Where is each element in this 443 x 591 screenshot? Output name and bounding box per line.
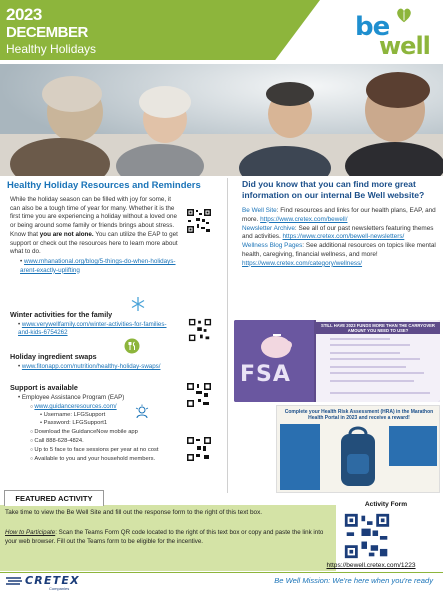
qr-code-icon — [186, 208, 212, 234]
username-item — [40, 411, 170, 419]
newsletter-archive-item — [242, 225, 438, 243]
newsletter-archive-label: Newsletter Archive — [242, 224, 295, 232]
qr-code-icon — [186, 382, 212, 408]
activity-form-qr-code[interactable] — [343, 512, 391, 560]
password-item — [40, 419, 170, 427]
password-text: Password: LFGSupport1 — [43, 420, 108, 426]
newsletter-archive-text: : See all of our past newsletters featuring themes and activities. — [242, 224, 434, 241]
be-well-site-link[interactable]: https://www.cretex.com/bewell/ — [260, 215, 348, 223]
sessions-item: ○ Up to 5 face to face sessions per year at no cost — [30, 447, 159, 453]
right-section-title: Did you know that you can find more great information on our internal Be Well website? — [242, 179, 425, 200]
winter-link-item — [18, 321, 178, 337]
fsa-text-line — [330, 392, 430, 394]
right-resources-body — [242, 207, 438, 269]
footer-divider — [0, 572, 443, 573]
qr-code-icon — [186, 436, 212, 462]
logo-well-text: well — [379, 32, 430, 60]
wellness-blog-item — [242, 242, 438, 268]
fitonapp-link[interactable]: www.fitonapp.com/nutrition/healthy-holiday-swaps/ — [21, 363, 161, 370]
activity-form-url[interactable]: https://bewell.cretex.com/1223 — [326, 562, 416, 569]
support-person-icon — [134, 404, 150, 420]
activity-form-title: Activity Form — [364, 501, 408, 508]
guidanceresources-link[interactable]: www.guidanceresources.com/ — [34, 403, 117, 410]
available-item: ○ Available to you and your household members. — [30, 456, 156, 462]
support-title: Support is available — [10, 383, 78, 392]
fsa-text-line — [330, 380, 414, 382]
piggy-bank-icon — [256, 330, 296, 360]
sessions-text: Up to 5 face to face sessions per year at no cost — [34, 447, 159, 453]
available-text: Available to you and your household members. — [34, 456, 156, 462]
fsa-text-line — [330, 366, 406, 368]
be-well-logo — [353, 4, 437, 60]
cretex-logo — [5, 574, 85, 590]
eap-item — [18, 394, 168, 402]
fsa-headline: STILL HAVE 2023 FUNDS MORE THAN THE CARRYOVER AMOUNT YOU NEED TO USE? — [316, 322, 440, 334]
wellness-blog-link[interactable]: https://www.cretex.com/category/wellness/ — [242, 259, 363, 267]
fsa-text-line — [330, 338, 390, 340]
qr-code-icon — [188, 318, 212, 342]
featured-activity-tab: FEATURED ACTIVITY — [4, 490, 104, 506]
call-item: ○ Call 888-628-4824. — [30, 438, 84, 444]
featured-activity-intro: Take time to view the Be Well Site and fill out the response form to the right of this text box. — [5, 509, 263, 516]
left-section-title: Healthy Holiday Resources and Reminders — [7, 180, 201, 191]
winter-activities-title: Winter activities for the family — [10, 310, 113, 319]
utensils-icon — [124, 338, 140, 354]
hero-photo-friends-winter — [0, 64, 443, 176]
newsletter-archive-link[interactable]: https://www.cretex.com/bewell-newsletters/ — [282, 233, 405, 241]
header — [0, 0, 443, 64]
call-text: Call 888-628-4824. — [34, 438, 84, 444]
cretex-swoosh-icon — [5, 575, 23, 587]
wellness-blog-text: : See additional resources on topics like mental health, caregiving, financial wellness, and more! — [242, 242, 436, 258]
app-item: ○ Download the GuidanceNow mobile app — [30, 429, 138, 435]
wellness-blog-label: Wellness Blog Pages — [242, 242, 303, 250]
fsa-big-text: FSA — [240, 362, 291, 387]
ingredient-swaps-title: Holiday ingredient swaps — [10, 352, 97, 361]
fsa-text-line — [330, 352, 400, 354]
cretex-companies: Companies — [49, 586, 70, 591]
how-to-participate-text: : Scan the Teams Form QR code located to the right of this text box or copy and paste the link into your web browser. Fill out the Teams form to be eligible for the incentive. — [5, 529, 324, 545]
intro-paragraph — [10, 196, 180, 275]
verywellfamily-link[interactable]: www.verywellfamily.com/winter-activities-for-families-and-kids-6754262 — [18, 321, 167, 337]
mission-statement: Be Well Mission: We're here when you're ready — [274, 576, 433, 585]
column-divider — [227, 178, 228, 493]
swaps-link-item — [18, 363, 188, 371]
app-text: Download the GuidanceNow mobile app — [34, 429, 138, 435]
intro-link-item — [10, 258, 180, 275]
intro-text-2: You can utilize the EAP to get support or check out the resources here to learn more about what to do. — [10, 230, 178, 256]
be-well-site-item — [242, 207, 438, 225]
header-month: DECEMBER — [6, 24, 88, 41]
logo-be-text: be — [355, 12, 390, 42]
intro-bold: you are not alone. — [39, 230, 94, 238]
hra-qr-panel — [280, 424, 320, 490]
eap-link-item: ○ www.guidanceresources.com/ — [30, 403, 117, 410]
featured-activity-how — [5, 529, 331, 546]
header-subtitle: Healthy Holidays — [6, 42, 97, 56]
hra-info-panel — [389, 426, 437, 466]
eap-text: Employee Assistance Program (EAP) — [21, 394, 125, 401]
fsa-text-line — [330, 372, 424, 374]
mhanational-link[interactable]: www.mhanational.org/blog/5-things-do-when-holidays-arent-exactly-uplifting — [20, 257, 176, 274]
fsa-text-line — [330, 358, 420, 360]
username-text: Username: LFGSupport — [43, 412, 106, 418]
hra-promo-card — [276, 405, 440, 493]
snowflake-icon — [130, 296, 146, 312]
how-to-participate-label: How to Participate — [5, 529, 56, 536]
be-well-site-label: Be Well Site — [242, 207, 277, 214]
header-year: 2023 — [6, 5, 42, 24]
intro-text-1: While the holiday season can be filled with joy for some, it can also be a tough time of year for many. Whether it is the first time you are experiencing a holiday without a loved one or being around some family or friends brings about stress. Know that — [10, 196, 177, 238]
hra-title: Complete your Health Risk Assessment (HRA) in the Marathon Health Portal in 2023 and receive a reward! — [284, 409, 434, 421]
heart-leaf-icon — [395, 6, 413, 24]
be-well-site-text: : Find resources and links for our health plans, EAP, and more. — [242, 207, 436, 223]
backpack-icon — [333, 424, 383, 490]
fsa-text-line — [330, 344, 410, 346]
fsa-promo-card — [234, 320, 440, 402]
cretex-name: CRETEX — [25, 574, 80, 587]
